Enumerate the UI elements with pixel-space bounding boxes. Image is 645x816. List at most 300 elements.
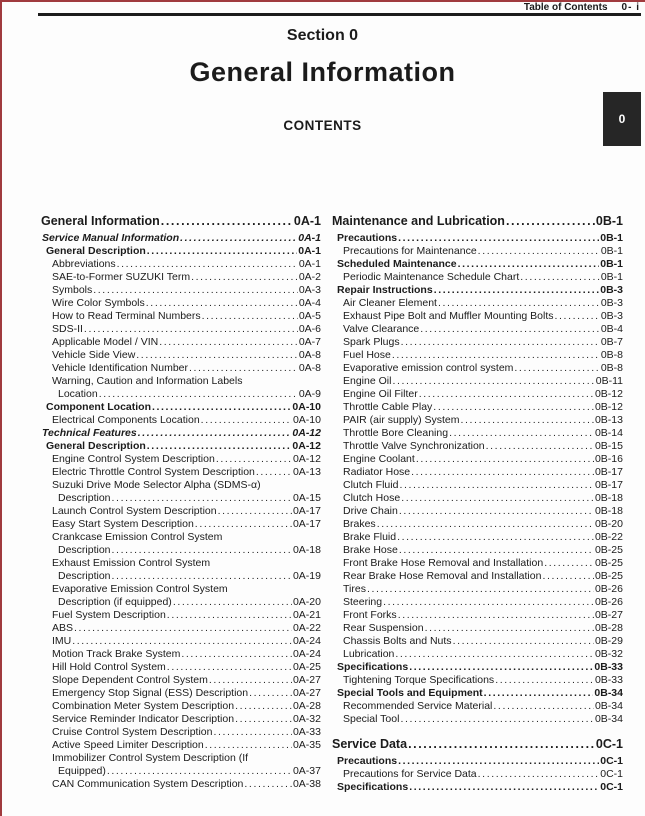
- toc-entry-line: [41, 492, 321, 505]
- toc-entry-line: [41, 609, 321, 622]
- toc-page-number: 0A-37: [292, 765, 321, 777]
- toc-entry-label: Service Data: [332, 737, 408, 751]
- page-header: [524, 2, 640, 13]
- toc-entry-line: [41, 752, 321, 765]
- toc-page-number: 0B-7: [600, 336, 623, 348]
- toc-entry-line: [332, 349, 623, 362]
- toc-entry-label: Rear Suspension: [343, 622, 424, 634]
- toc-entry-label: Repair Instructions: [337, 284, 433, 296]
- toc-page-number: 0A-10: [292, 414, 321, 426]
- toc-entry-line: [332, 310, 623, 323]
- toc-entry-line: [41, 765, 321, 778]
- toc-entry-line: [332, 401, 623, 414]
- toc-leader-dots: [419, 388, 594, 401]
- toc-entry-label: Slope Dependent Control System: [52, 674, 208, 686]
- toc-leader-dots: [401, 336, 600, 349]
- toc-entry-line: [332, 323, 623, 336]
- toc-entry-label: Radiator Hose: [343, 466, 411, 478]
- toc-page-number: 0A-12: [292, 427, 321, 439]
- toc-entry-label: Drive Chain: [343, 505, 398, 517]
- toc-page-number: 0B-1: [600, 245, 623, 257]
- contents-heading: CONTENTS: [283, 118, 362, 133]
- toc-entry-line: [332, 687, 623, 700]
- toc-entry-label: Front Brake Hose Removal and Installation: [343, 557, 544, 569]
- toc-leader-dots: [544, 557, 594, 570]
- toc-entry-label: Tires: [343, 583, 366, 595]
- toc-page-number: 0B-1: [600, 232, 623, 244]
- toc-leader-dots: [147, 440, 292, 453]
- toc-entry-label: Symbols: [52, 284, 93, 296]
- toc-entry-line: [332, 245, 623, 258]
- toc-entry-line: [332, 258, 623, 271]
- toc-entry-line: [41, 310, 321, 323]
- toc-entry-line: [41, 713, 321, 726]
- toc-page-number: 0A-13: [292, 466, 321, 478]
- toc-entry-line: [41, 453, 321, 466]
- toc-page-number: 0B-12: [594, 401, 623, 413]
- toc-entry-line: [332, 544, 623, 557]
- toc-entry-label: SAE-to-Former SUZUKI Term: [52, 271, 191, 283]
- toc-entry-label: Location: [58, 388, 98, 400]
- toc-entry-label: Engine Oil: [343, 375, 392, 387]
- toc-leader-dots: [408, 736, 595, 752]
- toc-entry-line: [332, 674, 623, 687]
- toc-entry-line: [41, 479, 321, 492]
- header-title: Table of Contents: [523, 2, 608, 13]
- toc-page-number: 0B-25: [594, 544, 623, 556]
- toc-entry-label: Tightening Torque Specifications: [343, 674, 495, 686]
- toc-leader-dots: [416, 453, 594, 466]
- section-thumb-tab: [603, 92, 641, 146]
- toc-page-number: 0A-8: [298, 362, 321, 374]
- toc-page-number: 0A-22: [292, 622, 321, 634]
- toc-leader-dots: [425, 622, 594, 635]
- toc-leader-dots: [397, 531, 594, 544]
- toc-entry-label: Emergency Stop Signal (ESS) Description: [52, 687, 249, 699]
- toc-leader-dots: [202, 310, 298, 323]
- toc-leader-dots: [213, 726, 292, 739]
- toc-entry-line: [41, 622, 321, 635]
- toc-leader-dots: [449, 427, 594, 440]
- toc-entry-line: [332, 453, 623, 466]
- toc-page-number: 0B-8: [600, 349, 623, 361]
- toc-leader-dots: [201, 414, 292, 427]
- toc-page-number: 0B-4: [600, 323, 623, 335]
- section-label: Section 0: [286, 27, 359, 44]
- toc-leader-dots: [438, 297, 600, 310]
- toc-page-number: 0B-26: [594, 583, 623, 595]
- toc-leader-dots: [506, 213, 595, 229]
- toc-entry-line: [41, 661, 321, 674]
- toc-page-number: 0B-1: [595, 214, 623, 228]
- toc-leader-dots: [420, 323, 600, 336]
- toc-entry-line: [332, 700, 623, 713]
- toc-entry-line: [332, 388, 623, 401]
- toc-entry-line: [41, 336, 321, 349]
- page-title: General Information: [189, 57, 456, 87]
- toc-leader-dots: [235, 713, 292, 726]
- toc-page-number: 0B-13: [594, 414, 623, 426]
- toc-entry-line: [41, 505, 321, 518]
- toc-entry-line: [332, 609, 623, 622]
- toc-leader-dots: [392, 349, 600, 362]
- toc-leader-dots: [159, 336, 298, 349]
- toc-entry-label: Throttle Bore Cleaning: [343, 427, 449, 439]
- toc-page-number: 0A-1: [298, 258, 321, 270]
- toc-page-number: 0A-15: [292, 492, 321, 504]
- toc-entry-line: [332, 518, 623, 531]
- toc-leader-dots: [117, 258, 298, 271]
- toc-entry-label: Clutch Hose: [343, 492, 401, 504]
- toc-page-number: 0B-15: [594, 440, 623, 452]
- toc-page-number: 0A-21: [292, 609, 321, 621]
- toc-page-number: 0B-12: [594, 388, 623, 400]
- toc-entry-label: Precautions: [337, 755, 398, 767]
- toc-leader-dots: [112, 544, 292, 557]
- toc-entry-line: [332, 781, 623, 794]
- toc-page-number: 0B-1: [600, 271, 623, 283]
- toc-entry-line: [332, 596, 623, 609]
- toc-entry-label: Brake Fluid: [343, 531, 397, 543]
- toc-entry-line: [41, 440, 321, 453]
- toc-entry-line: [41, 213, 321, 229]
- toc-entry-label: Service Manual Information: [42, 232, 180, 244]
- toc-leader-dots: [107, 765, 292, 778]
- toc-page-number: 0A-33: [292, 726, 321, 738]
- toc-leader-dots: [112, 570, 292, 583]
- toc-entry-line: [332, 768, 623, 781]
- toc-entry-label: Exhaust Emission Control System: [52, 557, 211, 569]
- toc-leader-dots: [398, 232, 599, 245]
- toc-page-number: 0A-12: [292, 440, 321, 452]
- toc-entry-label: PAIR (air supply) System: [343, 414, 460, 426]
- toc-entry-label: Precautions for Maintenance: [343, 245, 477, 257]
- toc-page-number: 0C-1: [595, 737, 623, 751]
- toc-page-number: 0B-34: [594, 700, 623, 712]
- toc-entry-label: Fuel Hose: [343, 349, 391, 361]
- toc-entry-label: Lubrication: [343, 648, 395, 660]
- toc-page-number: 0B-29: [594, 635, 623, 647]
- toc-page-number: 0A-24: [292, 648, 321, 660]
- toc-entry-label: Special Tools and Equipment: [337, 687, 483, 699]
- toc-entry-line: [41, 674, 321, 687]
- toc-entry-line: [41, 557, 321, 570]
- toc-leader-dots: [205, 739, 292, 752]
- toc-entry-line: [332, 755, 623, 768]
- toc-page-number: 0A-10: [292, 401, 321, 413]
- toc-leader-dots: [173, 596, 292, 609]
- toc-entry-line: [41, 258, 321, 271]
- toc-entry-line: [41, 388, 321, 401]
- toc-page-number: 0A-6: [298, 323, 321, 335]
- toc-leader-dots: [180, 232, 297, 245]
- toc-entry-line: [332, 271, 623, 284]
- toc-entry-line: [41, 362, 321, 375]
- toc-leader-dots: [235, 700, 292, 713]
- toc-page-number: 0A-3: [298, 284, 321, 296]
- toc-page-number: 0B-25: [594, 570, 623, 582]
- toc-entry-label: Periodic Maintenance Schedule Chart: [343, 271, 520, 283]
- toc-page-number: 0C-1: [600, 781, 623, 793]
- toc-entry-label: Warning, Caution and Information Labels: [52, 375, 243, 387]
- toc-entry-label: Clutch Fluid: [343, 479, 399, 491]
- toc-entry-label: Active Speed Limiter Description: [52, 739, 204, 751]
- toc-entry-line: [41, 349, 321, 362]
- toc-entry-label: Suzuki Drive Mode Selector Alpha (SDMS-α): [52, 479, 261, 491]
- toc-entry-line: [332, 232, 623, 245]
- toc-entry-label: Motion Track Brake System: [52, 648, 181, 660]
- toc-leader-dots: [399, 505, 594, 518]
- toc-entry-label: Chassis Bolts and Nuts: [343, 635, 452, 647]
- toc-entry-label: Description (if equipped): [58, 596, 172, 608]
- toc-leader-dots: [458, 258, 600, 271]
- toc-entry-label: Applicable Model / VIN: [52, 336, 159, 348]
- toc-entry-label: Scheduled Maintenance: [337, 258, 457, 270]
- toc-entry-label: Precautions for Service Data: [343, 768, 477, 780]
- toc-entry-label: SDS-II: [52, 323, 83, 335]
- toc-entry-line: [41, 297, 321, 310]
- toc-page-number: 0B-3: [600, 310, 623, 322]
- toc-entry-label: Component Location: [46, 401, 151, 413]
- toc-entry-label: Description: [58, 570, 111, 582]
- toc-entry-line: [332, 492, 623, 505]
- toc-page-number: 0A-18: [292, 544, 321, 556]
- toc-entry-line: [41, 648, 321, 661]
- toc-page-number: 0C-1: [600, 768, 623, 780]
- toc-page-number: 0A-1: [293, 214, 321, 228]
- section-thumb-tab-label: 0: [618, 112, 626, 126]
- toc-entry-line: [41, 596, 321, 609]
- toc-leader-dots: [395, 648, 594, 661]
- toc-entry-label: Technical Features: [42, 427, 137, 439]
- toc-leader-dots: [493, 700, 594, 713]
- toc-leader-dots: [256, 466, 292, 479]
- toc-entry-line: [332, 375, 623, 388]
- toc-entry-label: IMU: [52, 635, 72, 647]
- toc-entry-line: [332, 622, 623, 635]
- toc-leader-dots: [399, 544, 594, 557]
- toc-leader-dots: [244, 778, 292, 791]
- toc-entry-label: Brakes: [343, 518, 376, 530]
- toc-leader-dots: [167, 609, 292, 622]
- toc-page-number: 0B-28: [594, 622, 623, 634]
- toc-page-number: 0B-17: [594, 479, 623, 491]
- toc-entry-label: How to Read Terminal Numbers: [52, 310, 201, 322]
- toc-leader-dots: [112, 492, 292, 505]
- toc-entry-label: Combination Meter System Description: [52, 700, 235, 712]
- toc-page-number: 0A-5: [298, 310, 321, 322]
- toc-entry-label: Engine Coolant: [343, 453, 415, 465]
- toc-entry-line: [332, 505, 623, 518]
- toc-entry-label: Description: [58, 492, 111, 504]
- toc-entry-line: [41, 232, 321, 245]
- toc-leader-dots: [514, 362, 599, 375]
- toc-leader-dots: [542, 570, 594, 583]
- toc-leader-dots: [74, 622, 292, 635]
- toc-entry-line: [41, 700, 321, 713]
- toc-entry-label: Precautions: [337, 232, 398, 244]
- toc-entry-label: Electric Throttle Control System Description: [52, 466, 255, 478]
- header-page-ref: 0- i: [621, 2, 640, 13]
- toc-entry-line: [332, 557, 623, 570]
- toc-leader-dots: [84, 323, 298, 336]
- toc-entry-line: [41, 739, 321, 752]
- toc-page-number: 0A-24: [292, 635, 321, 647]
- toc-entry-line: [41, 726, 321, 739]
- toc-entry-label: Fuel System Description: [52, 609, 166, 621]
- toc-page-number: 0A-28: [292, 700, 321, 712]
- toc-entry-label: Throttle Valve Synchronization: [343, 440, 485, 452]
- toc-page-number: 0A-17: [292, 518, 321, 530]
- toc-leader-dots: [461, 414, 594, 427]
- toc-page-number: 0A-2: [298, 271, 321, 283]
- toc-page-number: 0B-20: [594, 518, 623, 530]
- toc-entry-line: [332, 713, 623, 726]
- toc-entry-label: Easy Start System Description: [52, 518, 194, 530]
- toc-entry-label: Abbreviations: [52, 258, 116, 270]
- toc-leader-dots: [383, 596, 594, 609]
- toc-entry-line: [332, 570, 623, 583]
- toc-leader-dots: [478, 245, 600, 258]
- toc-leader-dots: [377, 518, 594, 531]
- toc-leader-dots: [399, 479, 594, 492]
- toc-entry-line: [41, 778, 321, 791]
- toc-entry-label: Recommended Service Material: [343, 700, 493, 712]
- toc-entry-line: [41, 245, 321, 258]
- toc-entry-line: [41, 544, 321, 557]
- toc-page-number: 0B-14: [594, 427, 623, 439]
- toc-page-number: 0C-1: [600, 755, 623, 767]
- toc-page-number: 0B-33: [594, 674, 623, 686]
- toc-entry-label: Special Tool: [343, 713, 400, 725]
- toc-entry-line: [332, 648, 623, 661]
- toc-leader-dots: [453, 635, 594, 648]
- toc-leader-dots: [195, 518, 292, 531]
- toc-entry-line: [41, 271, 321, 284]
- toc-page-number: 0A-20: [292, 596, 321, 608]
- toc-leader-dots: [189, 362, 298, 375]
- toc-entry-line: [41, 687, 321, 700]
- toc-leader-dots: [520, 271, 600, 284]
- toc-leader-dots: [167, 661, 292, 674]
- toc-entry-label: Engine Control System Description: [52, 453, 215, 465]
- toc-entry-label: Throttle Cable Play: [343, 401, 433, 413]
- toc-leader-dots: [401, 492, 594, 505]
- toc-leader-dots: [398, 755, 599, 768]
- toc-entry-line: [41, 583, 321, 596]
- toc-entry-line: [332, 284, 623, 297]
- toc-page-number: 0A-7: [298, 336, 321, 348]
- toc-entry-line: [332, 336, 623, 349]
- toc-page-number: 0A-12: [292, 453, 321, 465]
- toc-entry-label: Valve Clearance: [343, 323, 420, 335]
- toc-entry-line: [332, 661, 623, 674]
- toc-entry-label: CAN Communication System Description: [52, 778, 244, 790]
- toc-entry-line: [332, 466, 623, 479]
- toc-leader-dots: [161, 213, 293, 229]
- toc-entry-line: [332, 736, 623, 752]
- toc-leader-dots: [398, 609, 594, 622]
- toc-entry-line: [41, 466, 321, 479]
- toc-leader-dots: [434, 284, 600, 297]
- toc-entry-label: Hill Hold Control System: [52, 661, 166, 673]
- toc-entry-label: Evaporative Emission Control System: [52, 583, 228, 595]
- toc-entry-label: Service Reminder Indicator Description: [52, 713, 235, 725]
- toc-entry-label: Vehicle Side View: [52, 349, 136, 361]
- toc-entry-label: Specifications: [337, 781, 409, 793]
- toc-leader-dots: [411, 466, 594, 479]
- toc-page-number: 0B-26: [594, 596, 623, 608]
- toc-entry-line: [41, 570, 321, 583]
- toc-entry-line: [41, 375, 321, 388]
- toc-leader-dots: [181, 648, 292, 661]
- toc-entry-label: ABS: [52, 622, 74, 634]
- toc-entry-line: [332, 213, 623, 229]
- toc-entry-label: General Information: [41, 214, 160, 228]
- toc-entry-label: Vehicle Identification Number: [52, 362, 188, 374]
- toc-entry-label: Crankcase Emission Control System: [52, 531, 223, 543]
- toc-entry-label: Spark Plugs: [343, 336, 400, 348]
- toc-page-number: 0B-27: [594, 609, 623, 621]
- toc-page-number: 0B-17: [594, 466, 623, 478]
- toc-entry-line: [332, 362, 623, 375]
- toc-entry-label: Rear Brake Hose Removal and Installation: [343, 570, 542, 582]
- toc-entry-label: Specifications: [337, 661, 409, 673]
- toc-entry-line: [41, 401, 321, 414]
- toc-entry-label: General Description: [46, 245, 146, 257]
- toc-page-number: 0B-32: [594, 648, 623, 660]
- toc-entry-label: Equipped): [58, 765, 106, 777]
- toc-page-number: 0B-18: [594, 492, 623, 504]
- toc-entry-label: Front Forks: [343, 609, 397, 621]
- toc-leader-dots: [392, 375, 594, 388]
- toc-page-number: 0A-35: [292, 739, 321, 751]
- toc-page-number: 0B-3: [600, 297, 623, 309]
- toc-page-number: 0A-4: [298, 297, 321, 309]
- toc-page-number: 0B-16: [594, 453, 623, 465]
- toc-page-number: 0A-25: [292, 661, 321, 673]
- toc-leader-dots: [146, 297, 298, 310]
- toc-entry-label: Description: [58, 544, 111, 556]
- toc-entry-line: [41, 531, 321, 544]
- toc-leader-dots: [147, 245, 297, 258]
- toc-leader-dots: [136, 349, 298, 362]
- toc-page-number: 0A-38: [292, 778, 321, 790]
- toc-entry-label: Exhaust Pipe Bolt and Muffler Mounting Bolts: [343, 310, 554, 322]
- toc-page-number: 0A-1: [298, 232, 321, 244]
- toc-page-number: 0B-34: [594, 713, 623, 725]
- toc-column-right: [332, 213, 623, 794]
- toc-entry-label: Steering: [343, 596, 383, 608]
- toc-entry-line: [41, 518, 321, 531]
- toc-entry-line: [41, 414, 321, 427]
- toc-entry-line: [332, 427, 623, 440]
- toc-leader-dots: [72, 635, 292, 648]
- toc-leader-dots: [99, 388, 298, 401]
- toc-entry-label: Wire Color Symbols: [52, 297, 145, 309]
- table-of-contents: [41, 213, 623, 794]
- toc-leader-dots: [433, 401, 594, 414]
- toc-page-number: 0A-27: [292, 687, 321, 699]
- toc-page-number: 0B-11: [595, 375, 623, 387]
- toc-page-number: 0B-8: [600, 362, 623, 374]
- toc-leader-dots: [555, 310, 600, 323]
- toc-entry-label: Maintenance and Lubrication: [332, 214, 505, 228]
- toc-page-number: 0B-18: [594, 505, 623, 517]
- toc-entry-line: [332, 583, 623, 596]
- toc-page-number: 0B-3: [600, 284, 623, 296]
- toc-entry-label: Evaporative emission control system: [343, 362, 514, 374]
